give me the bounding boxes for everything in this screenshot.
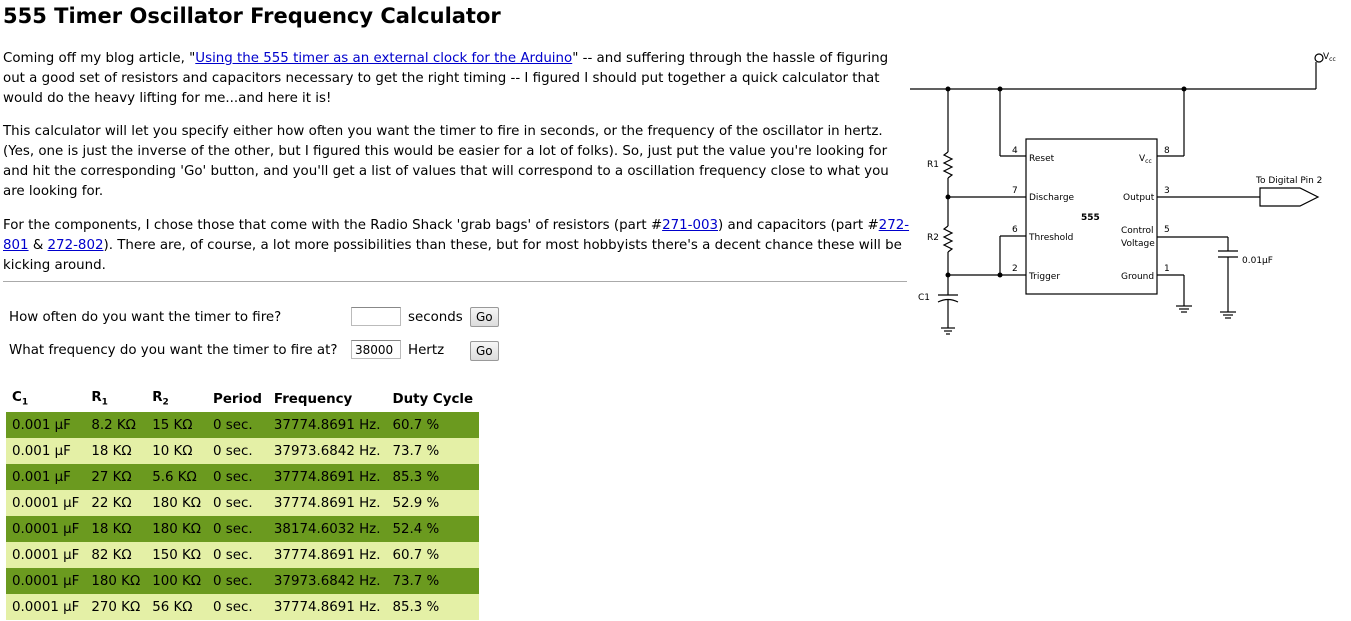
pin-trigger-label: Trigger xyxy=(1029,272,1061,282)
junction-dot xyxy=(946,273,951,278)
header-r2-sub: 2 xyxy=(162,397,169,408)
cell-duty-cycle: 73.7 % xyxy=(386,438,479,464)
pin-control-label-2: Voltage xyxy=(1121,239,1155,249)
cell-c1: 0.001 µF xyxy=(6,464,85,490)
cell-c1: 0.001 µF xyxy=(6,412,85,438)
pin-ground-label: Ground xyxy=(1121,272,1155,282)
pin-number: 5 xyxy=(1164,225,1170,235)
components-text-3: & xyxy=(28,238,48,253)
table-row xyxy=(6,516,479,542)
pin-control-label-1: Control xyxy=(1121,226,1154,236)
resistor-part-link[interactable]: 271-003 xyxy=(662,218,719,233)
cell-period: 0 sec. xyxy=(207,594,268,620)
cell-r1: 27 KΩ xyxy=(85,464,146,490)
header-r1-sub: 1 xyxy=(101,397,108,408)
cell-r2: 150 KΩ xyxy=(146,542,207,568)
cell-period: 0 sec. xyxy=(207,516,268,542)
pin-number: 2 xyxy=(1012,264,1018,274)
results-table xyxy=(6,386,479,620)
output-connector-icon xyxy=(1260,188,1318,206)
cell-r1: 18 KΩ xyxy=(85,438,146,464)
pin-vcc-label: $V_{cc}$ xyxy=(1139,154,1152,165)
components-text-2: ) and capacitors (part # xyxy=(718,218,879,233)
frequency-input[interactable] xyxy=(351,340,401,359)
cell-r2: 56 KΩ xyxy=(146,594,207,620)
period-go-button[interactable]: Go xyxy=(470,307,499,327)
header-c1-sub: 1 xyxy=(21,397,29,408)
table-row xyxy=(6,594,479,620)
cell-r1: 180 KΩ xyxy=(85,568,146,594)
header-c1 xyxy=(6,386,85,412)
vcc-terminal-icon xyxy=(1315,54,1323,62)
cell-period: 0 sec. xyxy=(207,542,268,568)
cell-frequency: 37774.8691 Hz. xyxy=(268,412,387,438)
cell-r1: 8.2 KΩ xyxy=(85,412,146,438)
cell-duty-cycle: 85.3 % xyxy=(386,594,479,620)
page-title: 555 Timer Oscillator Frequency Calculator xyxy=(3,4,501,28)
pin-output-label: Output xyxy=(1123,193,1155,203)
header-period: Period xyxy=(213,391,262,407)
table-row xyxy=(6,568,479,594)
cell-c1: 0.001 µF xyxy=(6,438,85,464)
junction-dot xyxy=(1182,87,1187,92)
period-form-row xyxy=(9,306,509,330)
cell-frequency: 37774.8691 Hz. xyxy=(268,542,387,568)
table-row xyxy=(6,490,479,516)
capacitor-part-link-1[interactable]: 272-801 xyxy=(3,218,910,253)
cell-duty-cycle: 73.7 % xyxy=(386,568,479,594)
cell-frequency: 37774.8691 Hz. xyxy=(268,490,387,516)
cell-c1: 0.0001 µF xyxy=(6,568,85,594)
period-unit: seconds xyxy=(408,310,463,325)
cell-r1: 18 KΩ xyxy=(85,516,146,542)
divider xyxy=(3,281,907,282)
capacitor-part-link-2[interactable]: 272-802 xyxy=(47,238,104,253)
cell-duty-cycle: 60.7 % xyxy=(386,542,479,568)
chip-label: 555 xyxy=(1081,213,1100,223)
cell-r2: 100 KΩ xyxy=(146,568,207,594)
cell-c1: 0.0001 µF xyxy=(6,542,85,568)
cell-c1: 0.0001 µF xyxy=(6,516,85,542)
components-text-1: For the components, I chose those that come with the Radio Shack 'grab bags' of resistors (part # xyxy=(3,218,663,233)
cell-duty-cycle: 85.3 % xyxy=(386,464,479,490)
components-text-4: ). There are, of course, a lot more possibilities than these, but for most hobbyists there's a decent chance these will be kicking around. xyxy=(3,238,902,273)
cell-r2: 180 KΩ xyxy=(146,516,207,542)
cell-frequency: 37973.6842 Hz. xyxy=(268,568,387,594)
cell-period: 0 sec. xyxy=(207,490,268,516)
intro-text-2: " -- and suffering through the hassle of figuring out a good set of resistors and capacitors necessary to get the right timing -- I figured I should put together a quick calculator that would do the heavy lifting for me...and here it is! xyxy=(3,51,889,106)
header-r2-label: R xyxy=(152,390,163,406)
cell-duty-cycle: 60.7 % xyxy=(386,412,479,438)
intro-paragraph xyxy=(3,49,911,109)
cell-duty-cycle: 52.9 % xyxy=(386,490,479,516)
table-row xyxy=(6,464,479,490)
junction-dot xyxy=(998,273,1003,278)
cell-frequency: 38174.6032 Hz. xyxy=(268,516,387,542)
table-row xyxy=(6,438,479,464)
cell-r1: 82 KΩ xyxy=(85,542,146,568)
cell-period: 0 sec. xyxy=(207,464,268,490)
frequency-go-button[interactable]: Go xyxy=(470,341,499,361)
frequency-question: What frequency do you want the timer to fire at? xyxy=(9,343,338,358)
pin-number: 7 xyxy=(1012,186,1018,196)
c1-label: C1 xyxy=(918,293,931,303)
cell-frequency: 37973.6842 Hz. xyxy=(268,438,387,464)
pin-number: 1 xyxy=(1164,264,1170,274)
pin-number: 3 xyxy=(1164,186,1170,196)
components-paragraph xyxy=(3,216,911,276)
cell-c1: 0.0001 µF xyxy=(6,594,85,620)
junction-dot xyxy=(946,195,951,200)
header-frequency: Frequency xyxy=(273,391,353,407)
pin-number: 4 xyxy=(1012,146,1018,156)
pin-number: 8 xyxy=(1164,146,1170,156)
cell-r1: 270 KΩ xyxy=(85,594,146,620)
table-row xyxy=(6,542,479,568)
cell-r2: 180 KΩ xyxy=(146,490,207,516)
cell-duty-cycle: 52.4 % xyxy=(386,516,479,542)
results-header-row xyxy=(6,386,479,412)
output-destination-label: To Digital Pin 2 xyxy=(1256,176,1323,186)
cell-period: 0 sec. xyxy=(207,438,268,464)
junction-dot xyxy=(946,87,951,92)
cell-c1: 0.0001 µF xyxy=(6,490,85,516)
header-duty-cycle: Duty Cycle xyxy=(392,391,474,407)
header-r1-label: R xyxy=(91,390,102,406)
header-r1 xyxy=(85,386,146,412)
junction-dot xyxy=(998,87,1003,92)
period-question: How often do you want the timer to fire? xyxy=(9,310,282,325)
555-circuit-schematic xyxy=(905,44,1335,344)
control-cap-label: 0.01µF xyxy=(1242,256,1273,266)
frequency-form-row xyxy=(9,339,509,363)
pin-discharge-label: Discharge xyxy=(1029,193,1075,203)
header-c1-label: C xyxy=(12,390,22,406)
blog-article-link[interactable]: Using the 555 timer as an external clock for the Arduino xyxy=(195,51,573,66)
period-input[interactable] xyxy=(351,307,401,326)
cell-period: 0 sec. xyxy=(207,412,268,438)
cell-frequency: 37774.8691 Hz. xyxy=(268,594,387,620)
pin-reset-label: Reset xyxy=(1029,154,1055,164)
cell-r2: 5.6 KΩ xyxy=(146,464,207,490)
r1-label: R1 xyxy=(927,160,939,170)
header-r2 xyxy=(146,386,207,412)
cell-r2: 10 KΩ xyxy=(146,438,207,464)
r1-resistor-icon xyxy=(944,152,952,178)
cell-r1: 22 KΩ xyxy=(85,490,146,516)
frequency-unit: Hertz xyxy=(408,343,445,358)
cell-r2: 15 KΩ xyxy=(146,412,207,438)
vcc-label: $V_{cc}$ xyxy=(1323,52,1336,63)
cell-period: 0 sec. xyxy=(207,568,268,594)
pin-threshold-label: Threshold xyxy=(1029,233,1074,243)
description-paragraph: This calculator will let you specify either how often you want the timer to fire in seconds, or the frequency of the oscillator in hertz. (Yes, one is just the inverse of the other, but I figured this would be easier for a lot of folks). So, just put the value you're looking for and hit the corresponding 'Go' button, and you'll get a list of values that will correspond to a oscillation frequency close to what you are looking for. xyxy=(3,124,889,199)
r2-label: R2 xyxy=(927,233,939,243)
table-row xyxy=(6,412,479,438)
cell-frequency: 37774.8691 Hz. xyxy=(268,464,387,490)
pin-number: 6 xyxy=(1012,225,1018,235)
intro-text-1: Coming off my blog article, " xyxy=(3,51,196,66)
r2-resistor-icon xyxy=(944,226,952,252)
